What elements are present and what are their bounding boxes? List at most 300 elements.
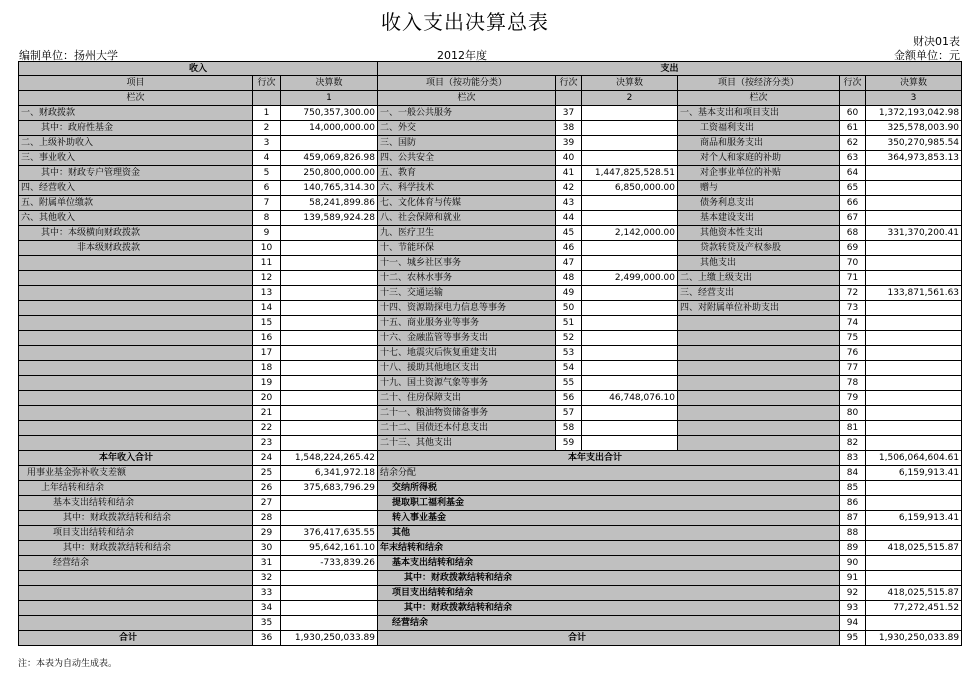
income-line-no: 23 — [253, 436, 281, 451]
econ-expense-item: 四、对附属单位补助支出 — [678, 301, 840, 316]
func-amount — [582, 376, 678, 391]
econ-line-no: 66 — [840, 196, 866, 211]
expense-line-no: 94 — [840, 616, 866, 631]
income-item: 其中：财政拨款结转和结余 — [19, 541, 253, 556]
func-line-no: 55 — [556, 376, 582, 391]
income-amount — [281, 406, 378, 421]
income-amount — [281, 301, 378, 316]
income-amount — [281, 226, 378, 241]
col-header-line: 行次 — [556, 76, 582, 91]
income-line-no: 6 — [253, 181, 281, 196]
table-row — [19, 421, 962, 436]
func-amount — [582, 121, 678, 136]
expense-line-no: 90 — [840, 556, 866, 571]
econ-amount — [866, 436, 962, 451]
table-row — [19, 406, 962, 421]
func-expense-item: 二十三、其他支出 — [378, 436, 556, 451]
income-item — [19, 271, 253, 286]
expense-amount: 6,159,913.41 — [866, 466, 962, 481]
econ-line-no: 80 — [840, 406, 866, 421]
income-item — [19, 331, 253, 346]
income-item: 其中：政府性基金 — [19, 121, 253, 136]
func-expense-item: 十二、农林水事务 — [378, 271, 556, 286]
income-line-no: 4 — [253, 151, 281, 166]
table-row — [19, 331, 962, 346]
expense-amount: 1,930,250,033.89 — [866, 631, 962, 646]
col-label-empty — [556, 91, 582, 106]
econ-line-no: 63 — [840, 151, 866, 166]
expense-amount — [866, 556, 962, 571]
func-amount — [582, 151, 678, 166]
income-amount: 459,069,826.98 — [281, 151, 378, 166]
col-label-cell: 栏次 — [378, 91, 556, 106]
income-amount: -733,839.26 — [281, 556, 378, 571]
income-item: 三、事业收入 — [19, 151, 253, 166]
table-row — [19, 541, 962, 556]
func-amount — [582, 106, 678, 121]
form-number: 财决01表 — [913, 35, 960, 48]
econ-amount — [866, 241, 962, 256]
table-row — [19, 181, 962, 196]
expense-line-no: 88 — [840, 526, 866, 541]
table-row — [19, 316, 962, 331]
econ-amount — [866, 421, 962, 436]
income-line-no: 11 — [253, 256, 281, 271]
income-line-no: 3 — [253, 136, 281, 151]
income-item: 用事业基金弥补收支差额 — [19, 466, 253, 481]
expense-amount — [866, 526, 962, 541]
income-line-no: 9 — [253, 226, 281, 241]
income-amount — [281, 511, 378, 526]
func-amount — [582, 421, 678, 436]
econ-expense-item: 工资福利支出 — [678, 121, 840, 136]
func-amount — [582, 361, 678, 376]
table-row — [19, 481, 962, 496]
econ-expense-item — [678, 346, 840, 361]
table-row — [19, 451, 962, 466]
expense-line-no: 93 — [840, 601, 866, 616]
table-row — [19, 436, 962, 451]
col-label-cell: 栏次 — [678, 91, 840, 106]
col-number-3: 3 — [866, 91, 962, 106]
expense-item: 转入事业基金 — [378, 511, 840, 526]
income-line-no: 35 — [253, 616, 281, 631]
econ-line-no: 82 — [840, 436, 866, 451]
table-row — [19, 631, 962, 646]
func-line-no: 51 — [556, 316, 582, 331]
func-line-no: 48 — [556, 271, 582, 286]
income-amount — [281, 586, 378, 601]
func-line-no: 40 — [556, 151, 582, 166]
col-header-line: 行次 — [840, 76, 866, 91]
income-line-no: 24 — [253, 451, 281, 466]
income-amount: 1,930,250,033.89 — [281, 631, 378, 646]
econ-amount — [866, 361, 962, 376]
func-expense-item: 十九、国土资源气象等事务 — [378, 376, 556, 391]
income-item — [19, 301, 253, 316]
income-item: 其中：财政拨款结转和结余 — [19, 511, 253, 526]
func-amount — [582, 406, 678, 421]
income-amount: 14,000,000.00 — [281, 121, 378, 136]
income-amount — [281, 601, 378, 616]
expense-line-no: 84 — [840, 466, 866, 481]
econ-expense-item — [678, 361, 840, 376]
expense-item: 本年支出合计 — [378, 451, 840, 466]
econ-amount: 364,973,853.13 — [866, 151, 962, 166]
income-line-no: 19 — [253, 376, 281, 391]
income-amount — [281, 346, 378, 361]
income-line-no: 28 — [253, 511, 281, 526]
expense-item: 提取职工福利基金 — [378, 496, 840, 511]
table-row — [19, 166, 962, 181]
func-amount: 2,142,000.00 — [582, 226, 678, 241]
income-item: 其中：财政专户管理资金 — [19, 166, 253, 181]
income-amount: 250,800,000.00 — [281, 166, 378, 181]
func-expense-item: 十六、金融监管等事务支出 — [378, 331, 556, 346]
func-expense-item: 六、科学技术 — [378, 181, 556, 196]
econ-line-no: 78 — [840, 376, 866, 391]
col-label-cell: 栏次 — [19, 91, 253, 106]
func-line-no: 47 — [556, 256, 582, 271]
income-item — [19, 601, 253, 616]
income-line-no: 10 — [253, 241, 281, 256]
income-amount — [281, 376, 378, 391]
income-item: 五、附属单位缴款 — [19, 196, 253, 211]
income-amount — [281, 421, 378, 436]
econ-line-no: 60 — [840, 106, 866, 121]
table-row — [19, 226, 962, 241]
expense-item: 其他 — [378, 526, 840, 541]
reporting-unit: 编制单位：扬州大学 — [19, 49, 118, 62]
income-line-no: 8 — [253, 211, 281, 226]
income-item — [19, 316, 253, 331]
income-amount — [281, 286, 378, 301]
econ-expense-item: 二、上缴上级支出 — [678, 271, 840, 286]
income-amount: 139,589,924.28 — [281, 211, 378, 226]
econ-expense-item — [678, 421, 840, 436]
income-amount — [281, 316, 378, 331]
income-line-no: 7 — [253, 196, 281, 211]
col-number-1: 1 — [281, 91, 378, 106]
income-line-no: 34 — [253, 601, 281, 616]
table-row — [19, 586, 962, 601]
func-amount — [582, 241, 678, 256]
econ-expense-item — [678, 376, 840, 391]
func-expense-item: 十五、商业服务业等事务 — [378, 316, 556, 331]
econ-expense-item — [678, 391, 840, 406]
amount-unit: 金额单位：元 — [894, 49, 960, 62]
func-line-no: 46 — [556, 241, 582, 256]
income-item — [19, 391, 253, 406]
func-expense-item: 十八、援助其他地区支出 — [378, 361, 556, 376]
income-item — [19, 346, 253, 361]
func-amount — [582, 331, 678, 346]
econ-expense-item — [678, 331, 840, 346]
func-expense-item: 五、教育 — [378, 166, 556, 181]
func-line-no: 38 — [556, 121, 582, 136]
expense-item: 经营结余 — [378, 616, 840, 631]
econ-expense-item: 三、经营支出 — [678, 286, 840, 301]
expense-item: 年末结转和结余 — [378, 541, 840, 556]
func-expense-item: 十一、城乡社区事务 — [378, 256, 556, 271]
table-row — [19, 196, 962, 211]
econ-expense-item: 其他支出 — [678, 256, 840, 271]
income-item — [19, 586, 253, 601]
income-amount — [281, 361, 378, 376]
econ-line-no: 77 — [840, 361, 866, 376]
func-amount — [582, 196, 678, 211]
func-expense-item: 二十二、国债还本付息支出 — [378, 421, 556, 436]
func-expense-item: 一、一般公共服务 — [378, 106, 556, 121]
income-amount: 750,357,300.00 — [281, 106, 378, 121]
income-amount: 140,765,314.30 — [281, 181, 378, 196]
func-expense-item: 八、社会保障和就业 — [378, 211, 556, 226]
report-title: 收入支出决算总表 — [381, 10, 549, 34]
income-amount — [281, 496, 378, 511]
income-line-no: 25 — [253, 466, 281, 481]
econ-line-no: 65 — [840, 181, 866, 196]
income-line-no: 17 — [253, 346, 281, 361]
econ-line-no: 74 — [840, 316, 866, 331]
econ-expense-item: 赠与 — [678, 181, 840, 196]
econ-line-no: 62 — [840, 136, 866, 151]
econ-expense-item — [678, 406, 840, 421]
expense-item: 结余分配 — [378, 466, 840, 481]
income-amount — [281, 256, 378, 271]
income-amount — [281, 391, 378, 406]
func-expense-item: 十七、地震灾后恢复重建支出 — [378, 346, 556, 361]
income-amount: 1,548,224,265.42 — [281, 451, 378, 466]
income-line-no: 16 — [253, 331, 281, 346]
income-item: 项目支出结转和结余 — [19, 526, 253, 541]
income-amount — [281, 571, 378, 586]
table-row — [19, 106, 962, 121]
econ-line-no: 70 — [840, 256, 866, 271]
income-item — [19, 286, 253, 301]
income-item: 一、财政拨款 — [19, 106, 253, 121]
expense-line-no: 83 — [840, 451, 866, 466]
econ-line-no: 75 — [840, 331, 866, 346]
expense-amount — [866, 616, 962, 631]
func-amount — [582, 436, 678, 451]
econ-line-no: 71 — [840, 271, 866, 286]
econ-line-no: 79 — [840, 391, 866, 406]
econ-line-no: 61 — [840, 121, 866, 136]
col-number-2: 2 — [582, 91, 678, 106]
col-header-line: 行次 — [253, 76, 281, 91]
econ-line-no: 81 — [840, 421, 866, 436]
econ-amount — [866, 406, 962, 421]
econ-amount — [866, 316, 962, 331]
income-line-no: 2 — [253, 121, 281, 136]
income-line-no: 29 — [253, 526, 281, 541]
expense-line-no: 87 — [840, 511, 866, 526]
expense-amount — [866, 481, 962, 496]
func-amount — [582, 136, 678, 151]
func-line-no: 39 — [556, 136, 582, 151]
income-amount — [281, 616, 378, 631]
table-row — [19, 256, 962, 271]
econ-amount — [866, 181, 962, 196]
expense-line-no: 92 — [840, 586, 866, 601]
func-line-no: 56 — [556, 391, 582, 406]
table-row — [19, 496, 962, 511]
income-item: 非本级财政拨款 — [19, 241, 253, 256]
income-line-no: 14 — [253, 301, 281, 316]
func-expense-item: 二十一、粮油物资储备事务 — [378, 406, 556, 421]
func-amount: 2,499,000.00 — [582, 271, 678, 286]
table-row — [19, 391, 962, 406]
func-expense-item: 七、文化体育与传媒 — [378, 196, 556, 211]
expense-item: 其中：财政拨款结转和结余 — [378, 601, 840, 616]
econ-expense-item — [678, 436, 840, 451]
expense-amount: 418,025,515.87 — [866, 586, 962, 601]
table-row — [19, 601, 962, 616]
budget-summary-table — [18, 61, 962, 646]
table-row — [19, 301, 962, 316]
expense-line-no: 86 — [840, 496, 866, 511]
func-line-no: 50 — [556, 301, 582, 316]
income-amount — [281, 436, 378, 451]
income-line-no: 1 — [253, 106, 281, 121]
func-expense-item: 九、医疗卫生 — [378, 226, 556, 241]
income-amount — [281, 241, 378, 256]
func-expense-item: 二十、住房保障支出 — [378, 391, 556, 406]
income-section-header: 收入 — [19, 62, 378, 76]
expense-item: 合计 — [378, 631, 840, 646]
func-expense-item: 二、外交 — [378, 121, 556, 136]
income-line-no: 13 — [253, 286, 281, 301]
income-line-no: 18 — [253, 361, 281, 376]
func-line-no: 42 — [556, 181, 582, 196]
col-header-amount: 决算数 — [281, 76, 378, 91]
income-amount: 95,642,161.10 — [281, 541, 378, 556]
table-row — [19, 346, 962, 361]
econ-amount: 133,871,561.63 — [866, 286, 962, 301]
income-line-no: 15 — [253, 316, 281, 331]
econ-amount — [866, 301, 962, 316]
econ-expense-item: 贷款转贷及产权参股 — [678, 241, 840, 256]
func-line-no: 53 — [556, 346, 582, 361]
table-row — [19, 526, 962, 541]
econ-line-no: 73 — [840, 301, 866, 316]
income-item — [19, 406, 253, 421]
func-amount: 46,748,076.10 — [582, 391, 678, 406]
econ-amount: 325,578,003.90 — [866, 121, 962, 136]
econ-amount — [866, 346, 962, 361]
func-amount — [582, 286, 678, 301]
income-amount: 376,417,635.55 — [281, 526, 378, 541]
income-item: 四、经营收入 — [19, 181, 253, 196]
table-row — [19, 286, 962, 301]
func-line-no: 52 — [556, 331, 582, 346]
econ-expense-item: 对企事业单位的补贴 — [678, 166, 840, 181]
income-amount — [281, 271, 378, 286]
table-row — [19, 136, 962, 151]
expense-item: 其中：财政拨款结转和结余 — [378, 571, 840, 586]
table-row — [19, 376, 962, 391]
func-amount — [582, 301, 678, 316]
func-amount: 1,447,825,528.51 — [582, 166, 678, 181]
income-line-no: 20 — [253, 391, 281, 406]
fiscal-year: 2012年度 — [437, 49, 487, 62]
econ-expense-item: 对个人和家庭的补助 — [678, 151, 840, 166]
table-row — [19, 271, 962, 286]
table-row — [19, 556, 962, 571]
econ-amount: 1,372,193,042.98 — [866, 106, 962, 121]
econ-expense-item — [678, 316, 840, 331]
income-amount — [281, 331, 378, 346]
func-line-no: 37 — [556, 106, 582, 121]
income-item: 本年收入合计 — [19, 451, 253, 466]
income-item — [19, 376, 253, 391]
income-amount: 58,241,899.86 — [281, 196, 378, 211]
func-amount: 6,850,000.00 — [582, 181, 678, 196]
income-amount: 6,341,972.18 — [281, 466, 378, 481]
econ-line-no: 72 — [840, 286, 866, 301]
table-row — [19, 211, 962, 226]
income-item — [19, 616, 253, 631]
income-line-no: 30 — [253, 541, 281, 556]
func-line-no: 45 — [556, 226, 582, 241]
econ-line-no: 67 — [840, 211, 866, 226]
income-line-no: 5 — [253, 166, 281, 181]
func-line-no: 59 — [556, 436, 582, 451]
func-amount — [582, 211, 678, 226]
econ-amount — [866, 256, 962, 271]
income-item — [19, 436, 253, 451]
econ-expense-item: 债务利息支出 — [678, 196, 840, 211]
income-amount: 375,683,796.29 — [281, 481, 378, 496]
func-line-no: 49 — [556, 286, 582, 301]
econ-expense-item: 基本建设支出 — [678, 211, 840, 226]
col-header-amount: 决算数 — [866, 76, 962, 91]
econ-amount — [866, 391, 962, 406]
econ-amount — [866, 376, 962, 391]
expense-amount: 6,159,913.41 — [866, 511, 962, 526]
econ-amount — [866, 166, 962, 181]
col-header-amount: 决算数 — [582, 76, 678, 91]
income-item — [19, 256, 253, 271]
income-line-no: 22 — [253, 421, 281, 436]
income-line-no: 27 — [253, 496, 281, 511]
econ-expense-item: 一、基本支出和项目支出 — [678, 106, 840, 121]
expense-section-header: 支出 — [378, 62, 962, 76]
table-row — [19, 616, 962, 631]
func-amount — [582, 316, 678, 331]
income-line-no: 21 — [253, 406, 281, 421]
col-label-empty — [253, 91, 281, 106]
func-line-no: 43 — [556, 196, 582, 211]
econ-line-no: 76 — [840, 346, 866, 361]
func-expense-item: 三、国防 — [378, 136, 556, 151]
expense-amount: 418,025,515.87 — [866, 541, 962, 556]
econ-expense-item: 商品和服务支出 — [678, 136, 840, 151]
table-row — [19, 511, 962, 526]
econ-line-no: 68 — [840, 226, 866, 241]
expense-item: 项目支出结转和结余 — [378, 586, 840, 601]
table-row — [19, 466, 962, 481]
econ-expense-item: 其他资本性支出 — [678, 226, 840, 241]
expense-amount: 77,272,451.52 — [866, 601, 962, 616]
income-line-no: 31 — [253, 556, 281, 571]
func-line-no: 41 — [556, 166, 582, 181]
expense-amount: 1,506,064,604.61 — [866, 451, 962, 466]
econ-line-no: 69 — [840, 241, 866, 256]
income-item — [19, 361, 253, 376]
income-item — [19, 421, 253, 436]
expense-line-no: 85 — [840, 481, 866, 496]
